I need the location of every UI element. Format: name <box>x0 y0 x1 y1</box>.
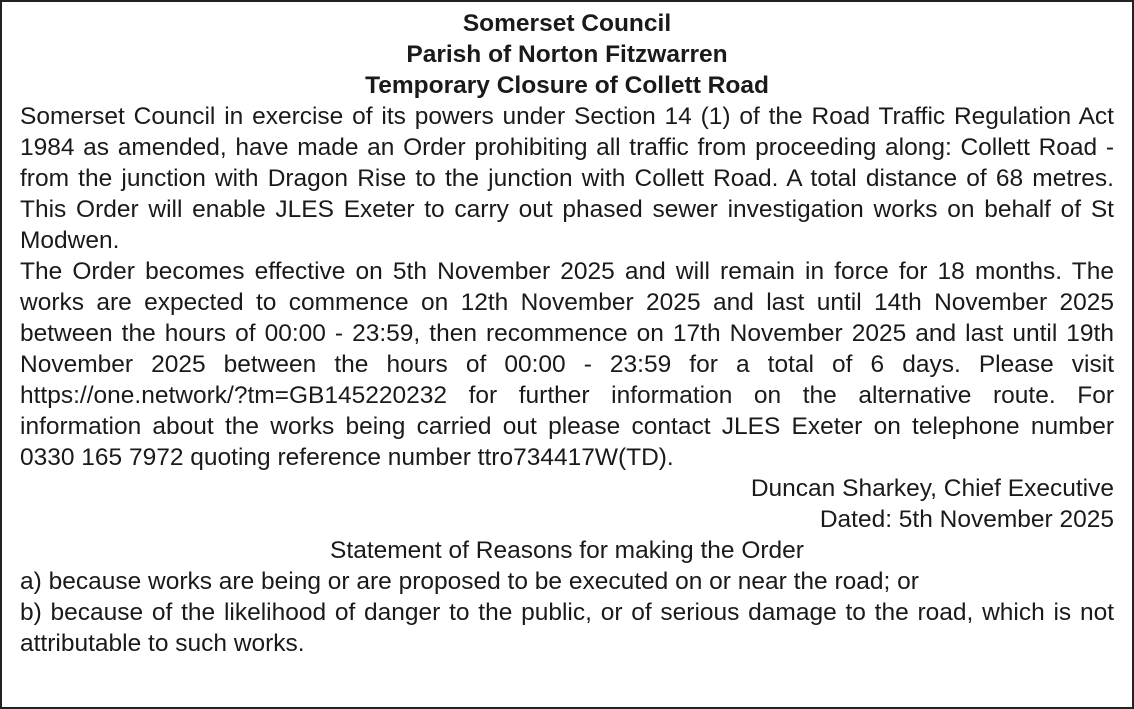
date-line: Dated: 5th November 2025 <box>819 506 1114 533</box>
reasons-heading: Statement of Reasons for making the Order <box>330 537 804 564</box>
reason-a: a) because works are being or are proposed to be executed on or near the road; or <box>20 568 919 595</box>
notice-title: Temporary Closure of Collett Road <box>365 72 769 99</box>
council-name: Somerset Council <box>462 10 672 37</box>
signatory: Duncan Sharkey, Chief Executive <box>750 475 1114 502</box>
parish-name: Parish of Norton Fitzwarren <box>406 41 728 68</box>
reason-b: b) because of the likelihood of danger to the public, or of serious damage to the road, which is not attributable to such works. <box>20 599 1114 657</box>
schedule-paragraph: The Order becomes effective on 5th November 2025 and will remain in force for 18 months. The works are expected to commence on 12th November 2025 and last until 14th November 2025 between the hours of 00:00 - 23:59, then recommence on 17th November 2025 and last until 19th November 2025 between the hours of 00:00 - 23:59 for a total of 6 days. Please visit https://one.network/?tm=GB145220232 for further information on the alternative route. For information about the works being carried out please contact JLES Exeter on telephone number 0330 165 7972 quoting reference number ttro734417W(TD). <box>20 258 1114 471</box>
order-paragraph: Somerset Council in exercise of its powers under Section 14 (1) of the Road Traffic Regulation Act 1984 as amended, have made an Order prohibiting all traffic from proceeding along: Collett Road - from the junction with Dragon Rise to the junction with Collett Road. A total distance of 68 metres. This Order will enable JLES Exeter to carry out phased sewer investigation works on behalf of St Modwen. <box>20 103 1114 254</box>
